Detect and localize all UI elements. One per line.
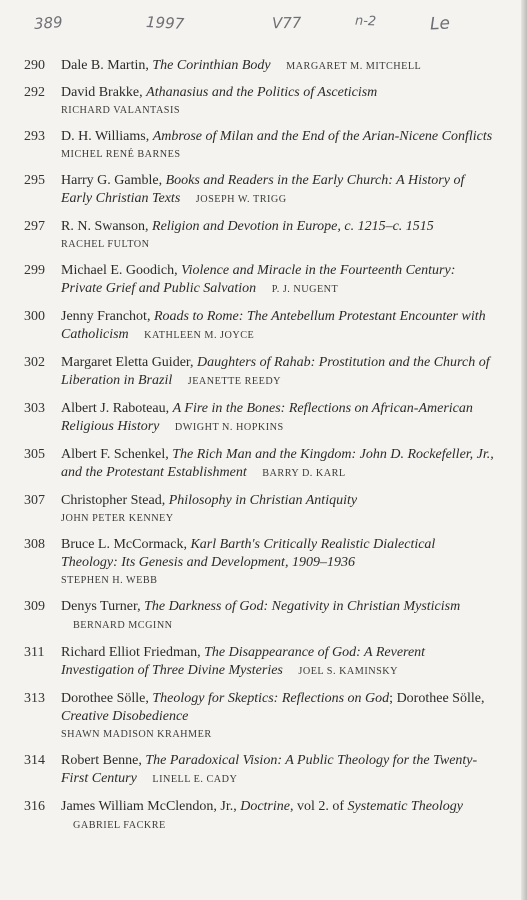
page-number: 311 (24, 645, 45, 660)
reviewer-name: MARGARET M. MITCHELL (286, 61, 422, 72)
book-author: Richard Elliot Friedman (61, 645, 198, 660)
book-author: Albert F. Schenkel (61, 447, 166, 462)
book-title: The Disappearance of God: A Reverent Investigation of Three Divine Mysteries (61, 645, 426, 678)
review-entry: 303 Albert J. Raboteau, A Fire in the Bones: Reflections on African-American Religious History DWIGHT N. HOPKINS (24, 401, 473, 434)
annotation-initials: Le (429, 13, 451, 35)
page-number: 314 (24, 753, 45, 768)
book-author: R. N. Swanson (61, 219, 146, 234)
page-number: 295 (24, 173, 45, 188)
reviewer-name: JEANETTE REEDY (187, 376, 282, 387)
annotation-year: 1997 (145, 13, 185, 33)
book-author: Dale B. Martin (61, 58, 146, 73)
review-entry: 314 Robert Benne, The Paradoxical Vision: A Public Theology for the Twenty-First Century LINELL E. CADY (24, 753, 478, 786)
book-title: Religion and Devotion in Europe, c. 1215–c. 1515 (152, 219, 434, 234)
reviewer-name: BARRY D. KARL (262, 468, 346, 479)
book-title: Ambrose of Milan and the End of the Arian-Nicene Conflicts (152, 129, 493, 144)
review-entry: 293 D. H. Williams, Ambrose of Milan and the End of the Arian-Nicene Conflicts MICHEL RENÉ BARNES (24, 128, 494, 163)
book-title: A Fire in the Bones: Reflections on African-American Religious History (61, 401, 473, 434)
book-title-second: Creative Disobedience (61, 709, 189, 724)
book-title: Athanasius and the Politics of Asceticism (146, 85, 378, 100)
review-entry: 297 R. N. Swanson, Religion and Devotion in Europe, c. 1215–c. 1515 RACHEL FULTON (24, 218, 494, 253)
reviewer-name: JOEL S. KAMINSKY (298, 666, 398, 677)
book-title: The Paradoxical Vision: A Public Theology for the Twenty-First Century (61, 753, 478, 786)
book-title: The Corinthian Body (152, 58, 271, 73)
page-number: 307 (24, 493, 45, 508)
page-number: 309 (24, 599, 45, 614)
review-entry: 307 Christopher Stead, Philosophy in Christian Antiquity JOHN PETER KENNEY (24, 492, 494, 527)
page-number: 316 (24, 799, 45, 814)
book-author: Robert Benne (61, 753, 139, 768)
book-author: Jenny Franchot (61, 309, 147, 324)
review-entry: 313 Dorothee Sölle, Theology for Skeptics: Reflections on God; Dorothee Sölle, Creative Disobedience SHAWN MADISON KRAHMER (24, 690, 494, 743)
page-number: 300 (24, 309, 45, 324)
review-entry: 292 David Brakke, Athanasius and the Politics of Asceticism RICHARD VALANTASIS (24, 84, 494, 119)
reviewer-name: RACHEL FULTON (61, 239, 150, 250)
page-number: 293 (24, 129, 45, 144)
book-author: Albert J. Raboteau (61, 401, 166, 416)
book-author: D. H. Williams (61, 129, 146, 144)
book-title: Violence and Miracle in the Fourteenth Century: Private Grief and Public Salvation (61, 263, 456, 296)
book-title: Karl Barth's Critically Realistic Dialectical Theology: Its Genesis and Development, 1909–1936 (61, 537, 436, 570)
review-entry: 309 Denys Turner, The Darkness of God: Negativity in Christian Mysticism BERNARD MCGINN (24, 599, 461, 631)
book-author: Harry G. Gamble (61, 173, 159, 188)
reviewer-name: LINELL E. CADY (152, 774, 238, 785)
reviewer-name: JOHN PETER KENNEY (61, 513, 174, 524)
handwritten-annotations (0, 14, 527, 44)
volume-note: vol 2. of (296, 799, 345, 814)
review-entry: 290 Dale B. Martin, The Corinthian Body MARGARET M. MITCHELL (24, 58, 422, 73)
reviewer-name: MICHEL RENÉ BARNES (61, 149, 181, 160)
page-number: 313 (24, 691, 45, 706)
book-author: Michael E. Goodich (61, 263, 175, 278)
book-title: Daughters of Rahab: Prostitution and the Church of Liberation in Brazil (61, 355, 490, 388)
review-entry: 295 Harry G. Gamble, Books and Readers in the Early Church: A History of Early Christian Texts JOSEPH W. TRIGG (24, 173, 465, 206)
page-number: 290 (24, 58, 45, 73)
book-author: Margaret Eletta Guider (61, 355, 191, 370)
page-number: 303 (24, 401, 45, 416)
reviewer-name: BERNARD MCGINN (73, 620, 173, 631)
annotation-issue: n-2 (354, 13, 377, 30)
reviewer-name: KATHLEEN M. JOYCE (144, 330, 255, 341)
book-title: Theology for Skeptics: Reflections on God (152, 691, 390, 706)
reviewer-name: SHAWN MADISON KRAHMER (61, 729, 212, 740)
book-author: Christopher Stead (61, 493, 162, 508)
reviewer-name: RICHARD VALANTASIS (61, 105, 181, 116)
book-author: Denys Turner (61, 599, 138, 614)
book-title: The Darkness of God: Negativity in Christian Mysticism (144, 599, 461, 614)
review-entry: 299 Michael E. Goodich, Violence and Miracle in the Fourteenth Century: Private Grief and Public Salvation P. J. NUGENT (24, 263, 456, 296)
page-number: 299 (24, 263, 45, 278)
book-author: David Brakke (61, 85, 140, 100)
book-author: Bruce L. McCormack (61, 537, 184, 552)
series-title: Systematic Theology (347, 799, 464, 814)
reviewer-name: STEPHEN H. WEBB (61, 575, 158, 586)
page-number: 302 (24, 355, 45, 370)
reviewer-name: P. J. NUGENT (271, 284, 339, 295)
book-author: Dorothee Sölle (61, 691, 146, 706)
book-title: Books and Readers in the Early Church: A History of Early Christian Texts (61, 173, 465, 206)
page-number: 308 (24, 537, 45, 552)
annotation-volume: V77 (271, 13, 302, 33)
review-entry: 308 Bruce L. McCormack, Karl Barth's Critically Realistic Dialectical Theology: Its Genesis and Development, 1909–1936 STEPHEN H. WEBB (24, 536, 494, 589)
book-author: James William McClendon, Jr. (61, 799, 234, 814)
book-title: Roads to Rome: The Antebellum Protestant Encounter with Catholicism (61, 309, 486, 342)
review-entry: 311 Richard Elliot Friedman, The Disappearance of God: A Reverent Investigation of Three Divine Mysteries JOEL S. KAMINSKY (24, 645, 426, 678)
book-title: Philosophy in Christian Antiquity (168, 493, 358, 508)
book-author-second: Dorothee Sölle (396, 691, 481, 706)
review-entry: 305 Albert F. Schenkel, The Rich Man and the Kingdom: John D. Rockefeller, Jr., and the Protestant Establishment BARRY D. KARL (24, 447, 494, 480)
page-number: 297 (24, 219, 45, 234)
reviewer-name: JOSEPH W. TRIGG (195, 194, 287, 205)
book-title: The Rich Man and the Kingdom: John D. Rockefeller, Jr., and the Protestant Establishment (61, 447, 494, 480)
reviewer-name: DWIGHT N. HOPKINS (174, 422, 284, 433)
page-number: 305 (24, 447, 45, 462)
page-edge-shadow (521, 0, 527, 900)
annotation-volume-number: 389 (33, 13, 64, 33)
review-entry: 316 James William McClendon, Jr., Doctrine, vol 2. of Systematic Theology GABRIEL FACKRE (24, 799, 464, 831)
book-review-list (24, 57, 494, 835)
page-number: 292 (24, 85, 45, 100)
review-entry: 302 Margaret Eletta Guider, Daughters of Rahab: Prostitution and the Church of Liberation in Brazil JEANETTE REEDY (24, 355, 490, 388)
reviewer-name: GABRIEL FACKRE (73, 820, 166, 831)
book-title: Doctrine (240, 799, 290, 814)
review-entry: 300 Jenny Franchot, Roads to Rome: The Antebellum Protestant Encounter with Catholicism KATHLEEN M. JOYCE (24, 309, 486, 342)
